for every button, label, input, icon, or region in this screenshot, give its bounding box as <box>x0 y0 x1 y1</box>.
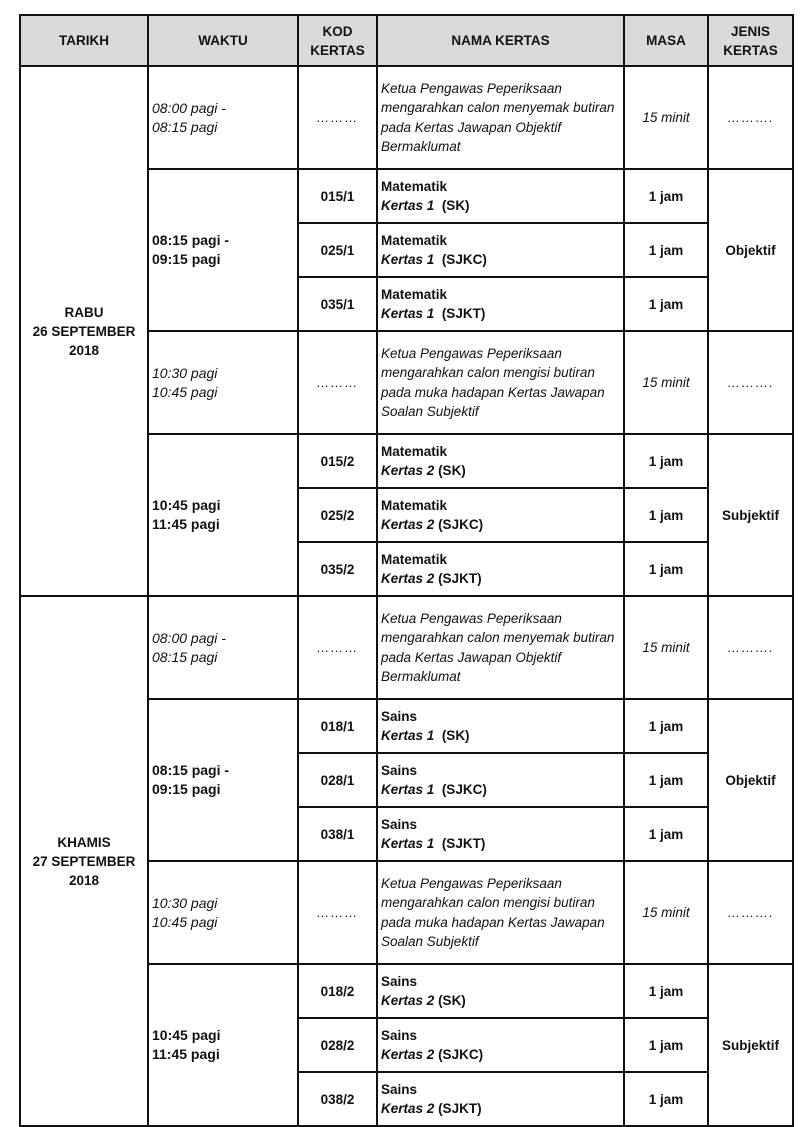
duration: 15 minit <box>624 331 708 434</box>
paper-name <box>377 277 624 331</box>
duration: 1 jam <box>624 807 708 861</box>
time-start: 10:30 pagi <box>152 364 218 381</box>
school-type: (SJKC) <box>441 782 487 797</box>
paper-name <box>377 542 624 596</box>
time-cell <box>148 964 298 1126</box>
paper-number: Kertas 1 <box>381 728 435 743</box>
school-type: (SJKT) <box>438 571 482 586</box>
time-start: 08:15 pagi - <box>152 232 230 248</box>
paper-type: Subjektif <box>708 434 793 596</box>
paper-code: 028/2 <box>298 1018 377 1072</box>
year-text: 2018 <box>68 872 100 888</box>
header-row <box>20 15 793 66</box>
time-cell <box>148 331 298 434</box>
time-end: 09:15 pagi <box>152 251 221 267</box>
duration: 15 minit <box>624 861 708 964</box>
time-start: 08:15 pagi - <box>152 762 230 778</box>
type-placeholder: ………. <box>708 66 793 169</box>
paper-code: 025/2 <box>298 488 377 542</box>
header-kod-kertas <box>298 15 377 66</box>
paper-name <box>377 699 624 753</box>
header-masa: MASA <box>624 15 708 66</box>
paper-name <box>377 223 624 277</box>
school-type: (SK) <box>441 728 470 743</box>
day-name: RABU <box>64 304 104 320</box>
subject: Matematik <box>381 552 448 567</box>
paper-code: 035/2 <box>298 542 377 596</box>
time-end: 10:45 pagi <box>152 913 218 930</box>
paper-number: Kertas 1 <box>381 782 435 797</box>
duration: 1 jam <box>624 223 708 277</box>
time-end: 10:45 pagi <box>152 383 218 400</box>
duration: 1 jam <box>624 699 708 753</box>
time-start: 08:00 pagi - <box>152 99 226 116</box>
date-text: 27 SEPTEMBER <box>32 853 136 869</box>
time-end: 08:15 pagi <box>152 648 218 665</box>
paper-name <box>377 753 624 807</box>
header-jenis-line1: JENIS <box>730 23 771 39</box>
paper-name <box>377 964 624 1018</box>
subject: Sains <box>381 817 418 832</box>
school-type: (SK) <box>441 198 470 213</box>
subject: Sains <box>381 763 418 778</box>
table-row <box>20 596 793 699</box>
school-type: (SJKT) <box>441 306 486 321</box>
date-cell <box>20 596 148 1126</box>
duration: 1 jam <box>624 753 708 807</box>
header-jenis-kertas <box>708 15 793 66</box>
header-waktu: WAKTU <box>148 15 298 66</box>
paper-name <box>377 1018 624 1072</box>
code-placeholder: ……… <box>298 66 377 169</box>
paper-code: 028/1 <box>298 753 377 807</box>
time-end: 08:15 pagi <box>152 118 218 135</box>
time-start: 10:30 pagi <box>152 894 218 911</box>
school-type: (SJKT) <box>441 836 486 851</box>
duration: 1 jam <box>624 488 708 542</box>
duration: 15 minit <box>624 596 708 699</box>
paper-code: 025/1 <box>298 223 377 277</box>
school-type: (SJKT) <box>438 1101 482 1116</box>
header-jenis-line2: KERTAS <box>723 42 778 58</box>
instruction-note: Ketua Pengawas Peperiksaan mengarahkan calon mengisi butiran pada muka hadapan Kertas Jawapan Soalan Subjektif <box>377 331 624 434</box>
subject: Matematik <box>381 233 448 248</box>
duration: 1 jam <box>624 434 708 488</box>
school-type: (SK) <box>438 993 466 1008</box>
type-placeholder: ………. <box>708 331 793 434</box>
time-end: 09:15 pagi <box>152 781 221 797</box>
time-start: 08:00 pagi - <box>152 629 226 646</box>
subject: Sains <box>381 709 418 724</box>
instruction-note: Ketua Pengawas Peperiksaan mengarahkan calon menyemak butiran pada Kertas Jawapan Objektif Bermaklumat <box>377 596 624 699</box>
instruction-note: Ketua Pengawas Peperiksaan mengarahkan calon mengisi butiran pada muka hadapan Kertas Jawapan Soalan Subjektif <box>377 861 624 964</box>
paper-code: 038/1 <box>298 807 377 861</box>
time-cell <box>148 66 298 169</box>
paper-type: Objektif <box>708 169 793 331</box>
code-placeholder: ……… <box>298 861 377 964</box>
paper-number: Kertas 2 <box>381 1101 435 1116</box>
day-name: KHAMIS <box>57 834 111 850</box>
instruction-note: Ketua Pengawas Peperiksaan mengarahkan calon menyemak butiran pada Kertas Jawapan Objektif Bermaklumat <box>377 66 624 169</box>
exam-schedule-table <box>19 14 794 1127</box>
header-tarikh: TARIKH <box>20 15 148 66</box>
table-row <box>20 66 793 169</box>
code-placeholder: ……… <box>298 596 377 699</box>
time-start: 10:45 pagi <box>152 1027 221 1043</box>
code-placeholder: ……… <box>298 331 377 434</box>
paper-number: Kertas 1 <box>381 306 435 321</box>
subject: Sains <box>381 974 418 989</box>
subject: Sains <box>381 1082 418 1097</box>
subject: Matematik <box>381 498 448 513</box>
header-kod-line1: KOD <box>322 23 353 39</box>
duration: 1 jam <box>624 1018 708 1072</box>
duration: 15 minit <box>624 66 708 169</box>
subject: Matematik <box>381 287 448 302</box>
duration: 1 jam <box>624 542 708 596</box>
paper-code: 018/2 <box>298 964 377 1018</box>
paper-number: Kertas 1 <box>381 198 435 213</box>
time-cell <box>148 434 298 596</box>
paper-number: Kertas 2 <box>381 571 435 586</box>
paper-code: 018/1 <box>298 699 377 753</box>
duration: 1 jam <box>624 964 708 1018</box>
paper-type: Subjektif <box>708 964 793 1126</box>
year-text: 2018 <box>68 342 100 358</box>
time-cell <box>148 861 298 964</box>
subject: Matematik <box>381 444 448 459</box>
type-placeholder: ………. <box>708 596 793 699</box>
paper-name <box>377 169 624 223</box>
time-end: 11:45 pagi <box>152 1046 220 1062</box>
header-kod-line2: KERTAS <box>310 42 365 58</box>
paper-number: Kertas 1 <box>381 836 435 851</box>
paper-code: 038/2 <box>298 1072 377 1126</box>
duration: 1 jam <box>624 169 708 223</box>
paper-number: Kertas 2 <box>381 1047 435 1062</box>
time-cell <box>148 169 298 331</box>
paper-name <box>377 1072 624 1126</box>
paper-number: Kertas 2 <box>381 463 435 478</box>
paper-name <box>377 434 624 488</box>
header-nama-kertas: NAMA KERTAS <box>377 15 624 66</box>
school-type: (SK) <box>438 463 466 478</box>
paper-name <box>377 807 624 861</box>
paper-number: Kertas 2 <box>381 993 435 1008</box>
school-type: (SJKC) <box>441 252 487 267</box>
subject: Matematik <box>381 179 448 194</box>
type-placeholder: ………. <box>708 861 793 964</box>
subject: Sains <box>381 1028 418 1043</box>
school-type: (SJKC) <box>438 1047 484 1062</box>
paper-number: Kertas 1 <box>381 252 435 267</box>
date-text: 26 SEPTEMBER <box>32 323 136 339</box>
duration: 1 jam <box>624 277 708 331</box>
time-cell <box>148 596 298 699</box>
paper-code: 015/2 <box>298 434 377 488</box>
paper-code: 015/1 <box>298 169 377 223</box>
time-cell <box>148 699 298 861</box>
duration: 1 jam <box>624 1072 708 1126</box>
paper-name <box>377 488 624 542</box>
date-cell <box>20 66 148 596</box>
paper-number: Kertas 2 <box>381 517 435 532</box>
time-end: 11:45 pagi <box>152 516 220 532</box>
paper-code: 035/1 <box>298 277 377 331</box>
time-start: 10:45 pagi <box>152 497 221 513</box>
school-type: (SJKC) <box>438 517 484 532</box>
paper-type: Objektif <box>708 699 793 861</box>
